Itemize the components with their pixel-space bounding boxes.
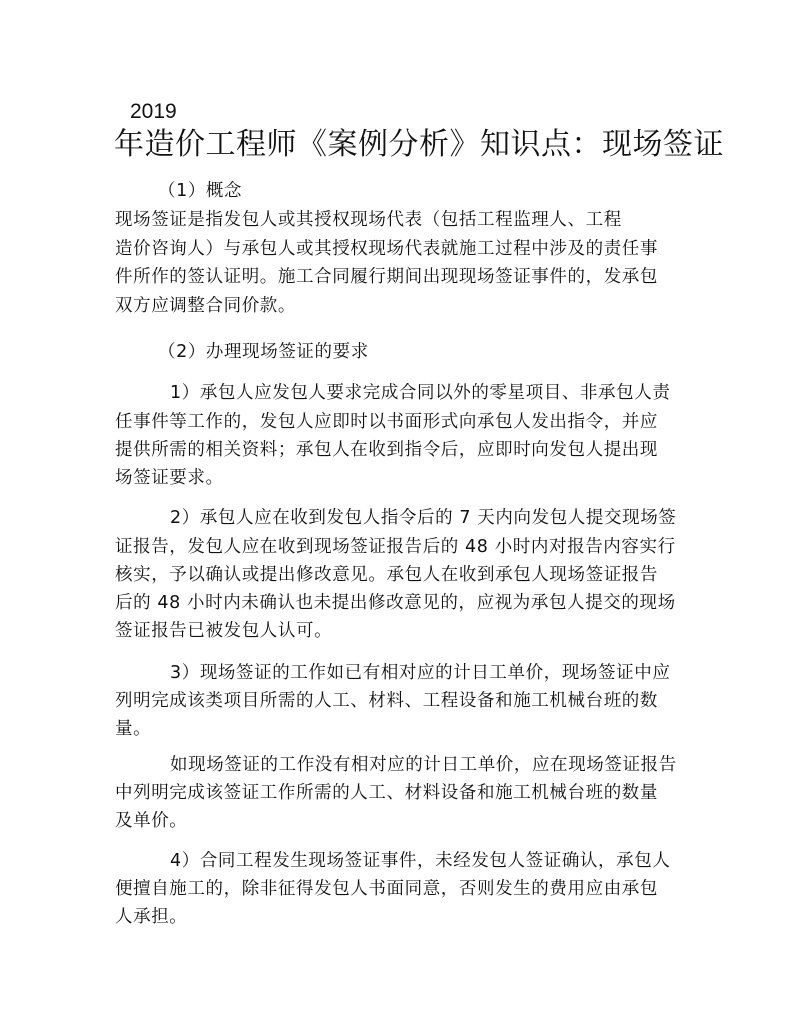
- section-heading-requirements: （2）办理现场签证的要求: [158, 342, 369, 362]
- paragraph-line: 如现场签证的工作没有相对应的计日工单价，应在现场签证报告: [170, 755, 677, 775]
- paragraph-line: 列明完成该类项目所需的人工、材料、工程设备和施工机械台班的数: [115, 691, 658, 711]
- paragraph-line: 3）现场签证的工作如已有相对应的计日工单价，现场签证中应: [170, 663, 671, 683]
- paragraph-line: 造价咨询人）与承包人或其授权现场代表就施工过程中涉及的责任事: [115, 239, 658, 259]
- paragraph-line: 4）合同工程发生现场签证事件，未经发包人签证确认，承包人: [170, 851, 671, 871]
- paragraph-line: 人承担。: [115, 907, 188, 927]
- paragraph-line: 量。: [115, 719, 152, 739]
- paragraph-line: 现场签证是指发包人或其授权现场代表（包括工程监理人、工程: [115, 210, 622, 230]
- section-heading-concept: （1）概念: [158, 181, 243, 201]
- paragraph-line: 1）承包人应发包人要求完成合同以外的零星项目、非承包人责: [170, 383, 671, 403]
- paragraph-line: 提供所需的相关资料；承包人在收到指令后，应即时向发包人提出现: [115, 440, 658, 460]
- page-title: 年造价工程师《案例分析》知识点：现场签证: [114, 127, 724, 162]
- paragraph-line: 核实，予以确认或提出修改意见。承包人在收到承包人现场签证报告: [115, 565, 658, 585]
- paragraph-line: 中列明完成该签证工作所需的人工、材料设备和施工机械台班的数量: [115, 783, 658, 803]
- paragraph-line: 及单价。: [115, 811, 188, 831]
- paragraph-line: 任事件等工作的，发包人应即时以书面形式向承包人发出指令，并应: [115, 412, 658, 432]
- paragraph-line: 证报告，发包人应在收到现场签证报告后的 48 小时内对报告内容实行: [115, 537, 676, 557]
- title-year: 2019: [130, 100, 177, 123]
- paragraph-line: 双方应调整合同价款。: [115, 296, 296, 316]
- paragraph-line: 便擅自施工的，除非征得发包人书面同意，否则发生的费用应由承包: [115, 879, 658, 899]
- paragraph-line: 2）承包人应在收到发包人指令后的 7 天内向发包人提交现场签: [170, 508, 677, 528]
- paragraph-line: 后的 48 小时内未确认也未提出修改意见的，应视为承包人提交的现场: [115, 593, 676, 613]
- paragraph-line: 场签证要求。: [115, 468, 224, 488]
- paragraph-line: 签证报告已被发包人认可。: [115, 621, 333, 641]
- paragraph-line: 件所作的签认证明。施工合同履行期间出现现场签证事件的，发承包: [115, 267, 658, 287]
